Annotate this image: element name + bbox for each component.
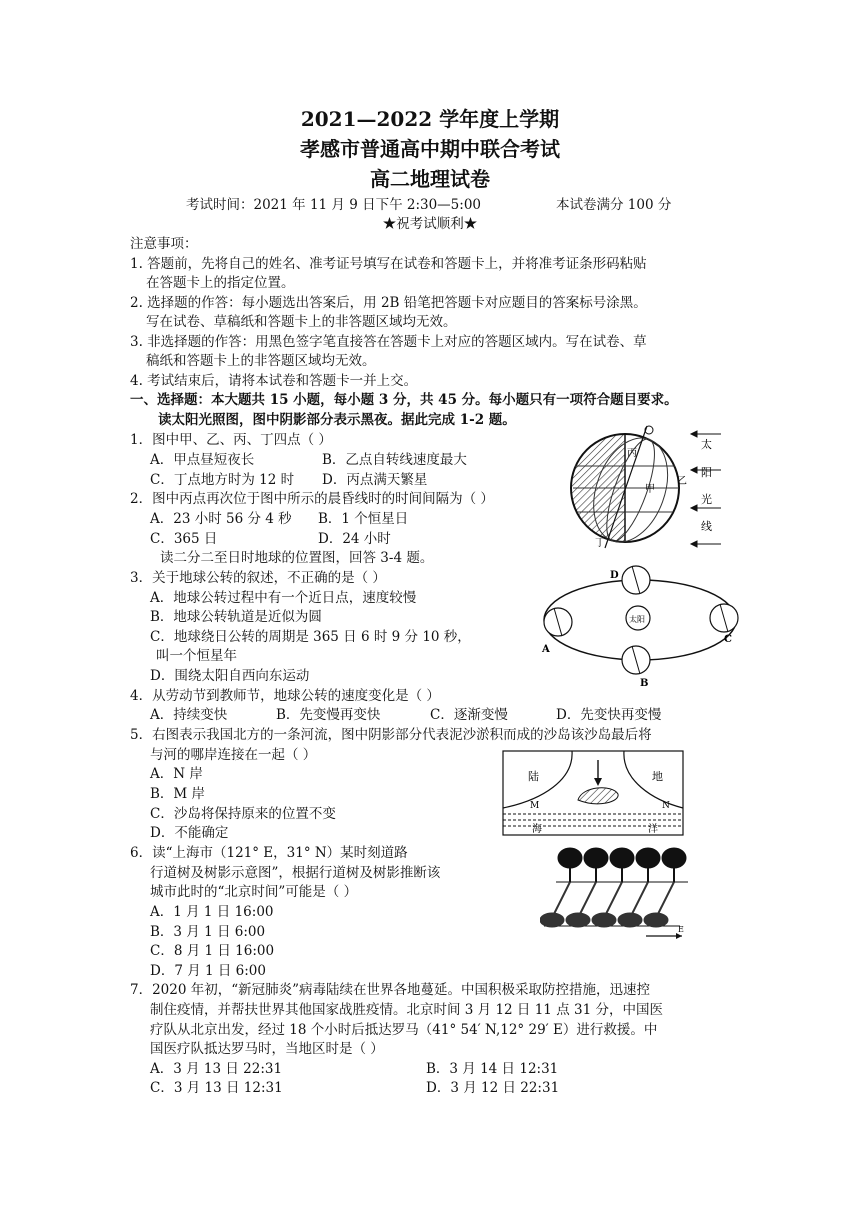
label-n: N [662,801,670,811]
label-lu: 陆 [528,770,539,783]
q7-option-c: C．3 月 13 日 12:31 [150,1080,283,1096]
q6-stem: 6．读“上海市（121° E，31° N）某时刻道路 [130,845,408,861]
note-4: 4. 考试结束后，请将本试卷和答题卡一并上交。 [130,373,418,389]
notes-heading: 注意事项： [130,236,198,252]
label-sun: 太阳 [629,615,645,624]
label-m: M [530,801,540,811]
exam-time: 考试时间：2021 年 11 月 9 日下午 2:30—5:00 [186,197,482,213]
q5-stem: 5．右图表示我国北方的一条河流，图中阴影部分代表泥沙淤积而成的沙岛该沙岛最后将 [130,727,652,743]
q2-option-a: A．23 小时 56 分 4 秒 [150,511,292,527]
q4-stem: 4．从劳动节到教师节，地球公转的速度变化是（ ） [130,688,440,704]
label-yang-ocean: 洋 [648,824,658,835]
q7-option-d: D．3 月 12 日 22:31 [426,1080,560,1096]
q6-option-a: A．1 月 1 日 16:00 [150,904,274,920]
q4-option-b: B．先变慢再变快 [276,707,381,723]
intro-3-4: 读二分二至日时地球的位置图，回答 3-4 题。 [160,550,434,566]
q5-option-d: D．不能确定 [150,825,229,841]
section-intro: 读太阳光照图，图中阴影部分表示黑夜。据此完成 1-2 题。 [158,412,516,428]
q1-option-a: A．甲点昼短夜长 [150,452,255,468]
label-hai: 海 [532,824,542,835]
river-diagram [502,750,684,836]
sunlight-diagram [565,422,725,552]
note-3a: 3. 非选择题的作答：用黑色签字笔直接答在答题卡上对应的答题区域内。写在试卷、草 [130,334,647,350]
q2-option-c: C．365 日 [150,531,218,547]
note-2b: 写在试卷、草稿纸和答题卡上的非答题区域均无效。 [146,314,457,330]
note-3b: 稿纸和答题卡上的非答题区域均无效。 [146,353,376,369]
q6-option-b: B．3 月 1 日 6:00 [150,924,266,940]
section-heading: 一、选择题：本大题共 15 小题，每小题 3 分，共 45 分。每小题只有一项符合题目要求。 [130,392,678,408]
q5-option-c: C．沙岛将保持原来的位置不变 [150,806,336,822]
tree-shadows [540,882,674,927]
q4-option-a: A．持续变快 [150,707,228,723]
q5-option-a: A．N 岸 [150,766,203,782]
label-east: E [678,925,684,934]
q3-option-a: A．地球公转过程中有一个近日点，速度较慢 [150,590,417,606]
label-d: D [610,570,619,581]
trees [558,848,686,882]
q1-option-d: D．丙点满天繁星 [322,472,428,488]
q7-stem: 7．2020 年初，“新冠肺炎”病毒陆续在世界各地蔓延。中国积极采取防控措施，迅速控 [130,982,651,998]
tree-shadow-diagram [540,842,690,952]
q7-option-a: A．3 月 13 日 22:31 [150,1061,283,1077]
label-bing: 丙 [627,448,637,459]
q1-option-b: B．乙点自转线速度最大 [322,452,467,468]
q1-stem: 1．图中甲、乙、丙、丁四点（ ） [130,432,332,448]
note-1b: 在答题卡上的指定位置。 [146,275,295,291]
note-2a: 2. 选择题的作答：每小题选出答案后，用 2B 铅笔把答题卡对应题目的答案标号涂黑。 [130,295,647,311]
label-ding: 丁 [595,538,605,549]
wish: ★祝考试顺利★ [382,216,478,232]
label-c: C [724,634,732,645]
q3-option-c-cont: 叫一个恒星年 [156,648,237,664]
q4-option-d: D．先变快再变慢 [556,707,662,723]
label-jia: 甲 [645,484,655,495]
q6-option-c: C．8 月 1 日 16:00 [150,943,275,959]
full-score: 本试卷满分 100 分 [556,197,672,213]
q5-option-b: B．M 岸 [150,786,206,802]
q3-option-d: D．围绕太阳自西向东运动 [150,668,310,684]
q3-option-b: B．地球公转轨道是近似为圆 [150,609,322,625]
q2-option-d: D．24 小时 [318,531,391,547]
q6-stem-cont2: 城市此时的“北京时间”可能是（ ） [150,884,358,900]
q3-option-c: C．地球绕日公转的周期是 365 日 6 时 9 分 10 秒， [150,629,471,645]
label-tai: 太 [701,438,712,451]
q6-option-d: D．7 月 1 日 6:00 [150,963,266,979]
label-a: A [542,644,550,655]
orbit-diagram [528,560,748,688]
q2-option-b: B．1 个恒星日 [318,511,409,527]
q7-option-b: B．3 月 14 日 12:31 [426,1061,559,1077]
q7-stem-cont2: 疗队从北京出发，经过 18 个小时后抵达罗马（41° 54′ N,12° 29′ E）进行救援。中 [150,1022,658,1038]
q5-stem-cont: 与河的哪岸连接在一起（ ） [150,747,317,763]
title-year: 2021—2022 学年度上学期 [300,107,560,131]
label-xian: 线 [701,520,712,533]
note-1a: 1. 答题前，先将自己的姓名、准考证号填写在试卷和答题卡上，并将准考证条形码粘贴 [130,256,647,272]
label-yi: 乙 [677,476,687,487]
label-yang: 阳 [701,466,712,479]
label-di: 地 [652,770,663,783]
q4-option-c: C．逐渐变慢 [430,707,508,723]
label-guang: 光 [701,493,712,506]
title-subject: 高二地理试卷 [370,167,490,191]
q3-stem: 3．关于地球公转的叙述，不正确的是（ ） [130,570,386,586]
q7-stem-cont3: 国医疗队抵达罗马时，当地区时是（ ） [150,1041,384,1057]
q6-stem-cont1: 行道树及树影示意图”，根据行道树及树影推断该 [150,865,441,881]
q2-stem: 2．图中丙点再次位于图中所示的晨昏线时的时间间隔为（ ） [130,491,494,507]
q7-stem-cont1: 制住疫情，并帮扶世界其他国家战胜疫情。北京时间 3 月 12 日 11 点 31 分，中国医 [150,1002,663,1018]
label-b: B [640,678,649,688]
q1-option-c: C．丁点地方时为 12 时 [150,472,295,488]
title-exam: 孝感市普通高中期中联合考试 [300,137,560,161]
